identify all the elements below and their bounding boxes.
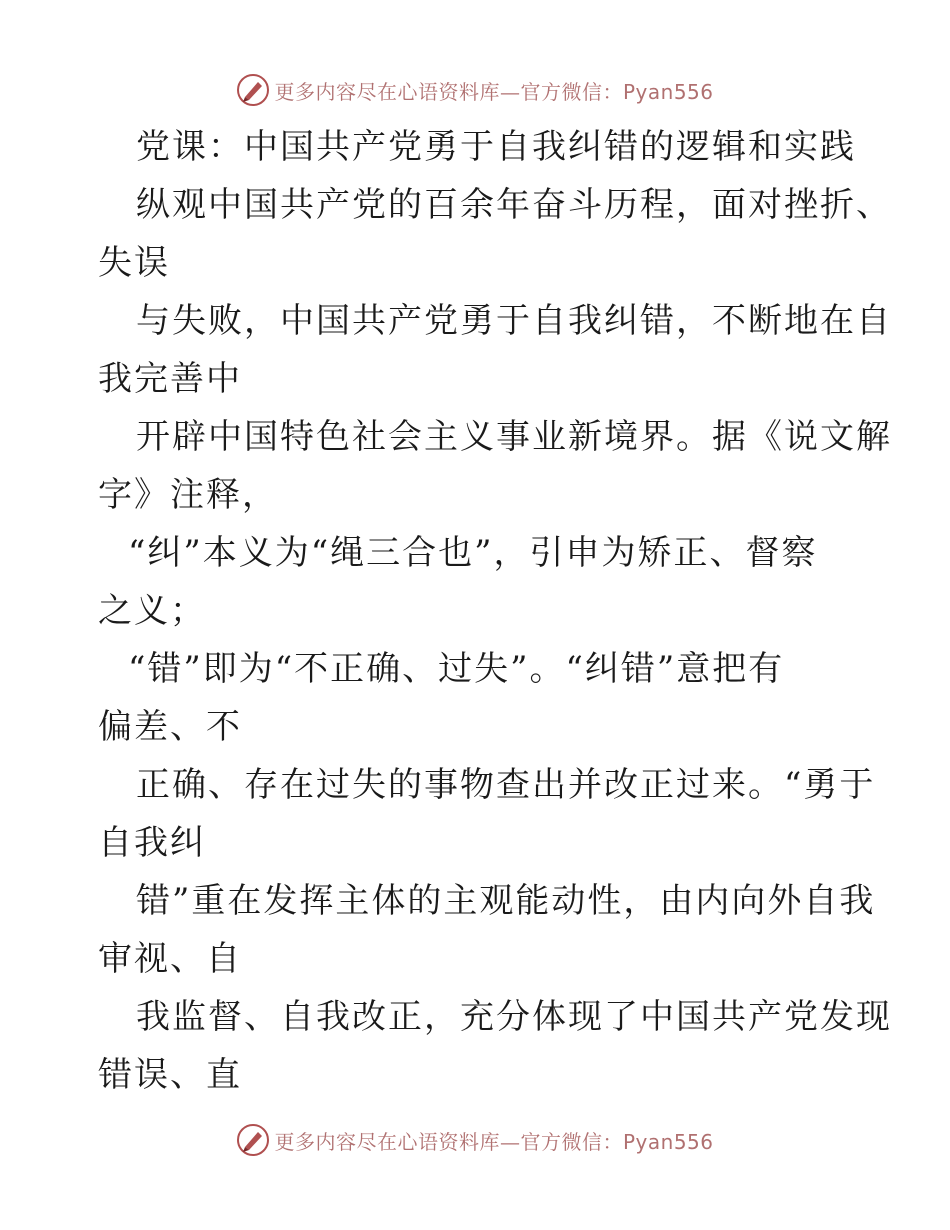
pen-logo-icon bbox=[236, 73, 270, 107]
paragraph-line: 与失败，中国共产党勇于自我纠错，不断地在自 bbox=[136, 301, 892, 341]
paragraph-line: 纵观中国共产党的百余年奋斗历程，面对挫折、 bbox=[136, 185, 892, 225]
paragraph-line: 偏差、不 bbox=[98, 707, 242, 747]
document-title: 党课：中国共产党勇于自我纠错的逻辑和实践 bbox=[136, 127, 856, 167]
paragraph-line: 失误 bbox=[98, 243, 170, 283]
paragraph-line: 我监督、自我改正，充分体现了中国共产党发现 bbox=[136, 997, 892, 1037]
header-banner-text: 更多内容尽在心语资料库—官方微信：Pyan556 bbox=[274, 79, 714, 104]
header-wechat-id: Pyan556 bbox=[622, 79, 714, 104]
paragraph-line: 错”重在发挥主体的主观能动性，由内向外自我 bbox=[136, 881, 876, 921]
header-watermark-banner bbox=[0, 70, 950, 110]
paragraph-line: 之义； bbox=[98, 591, 206, 631]
pen-logo-icon bbox=[236, 1123, 270, 1157]
paragraph-line: 字》注释， bbox=[98, 475, 278, 515]
footer-wechat-id: Pyan556 bbox=[622, 1129, 714, 1154]
paragraph-line: 我完善中 bbox=[98, 359, 242, 399]
footer-watermark-banner bbox=[0, 1120, 950, 1160]
document-body bbox=[98, 118, 892, 1104]
paragraph-line: 自我纠 bbox=[98, 823, 206, 863]
paragraph-line: 错误、直 bbox=[98, 1055, 242, 1095]
footer-banner-text: 更多内容尽在心语资料库—官方微信：Pyan556 bbox=[274, 1129, 714, 1154]
paragraph-line: “错”即为“不正确、过失”。“纠错”意把有 bbox=[128, 649, 785, 689]
paragraph-line: “纠”本义为“绳三合也”，引申为矫正、督察 bbox=[128, 533, 818, 573]
paragraph-line: 正确、存在过失的事物查出并改正过来。“勇于 bbox=[136, 765, 876, 805]
paragraph-line: 开辟中国特色社会主义事业新境界。据《说文解 bbox=[136, 417, 892, 457]
paragraph-line: 审视、自 bbox=[98, 939, 242, 979]
